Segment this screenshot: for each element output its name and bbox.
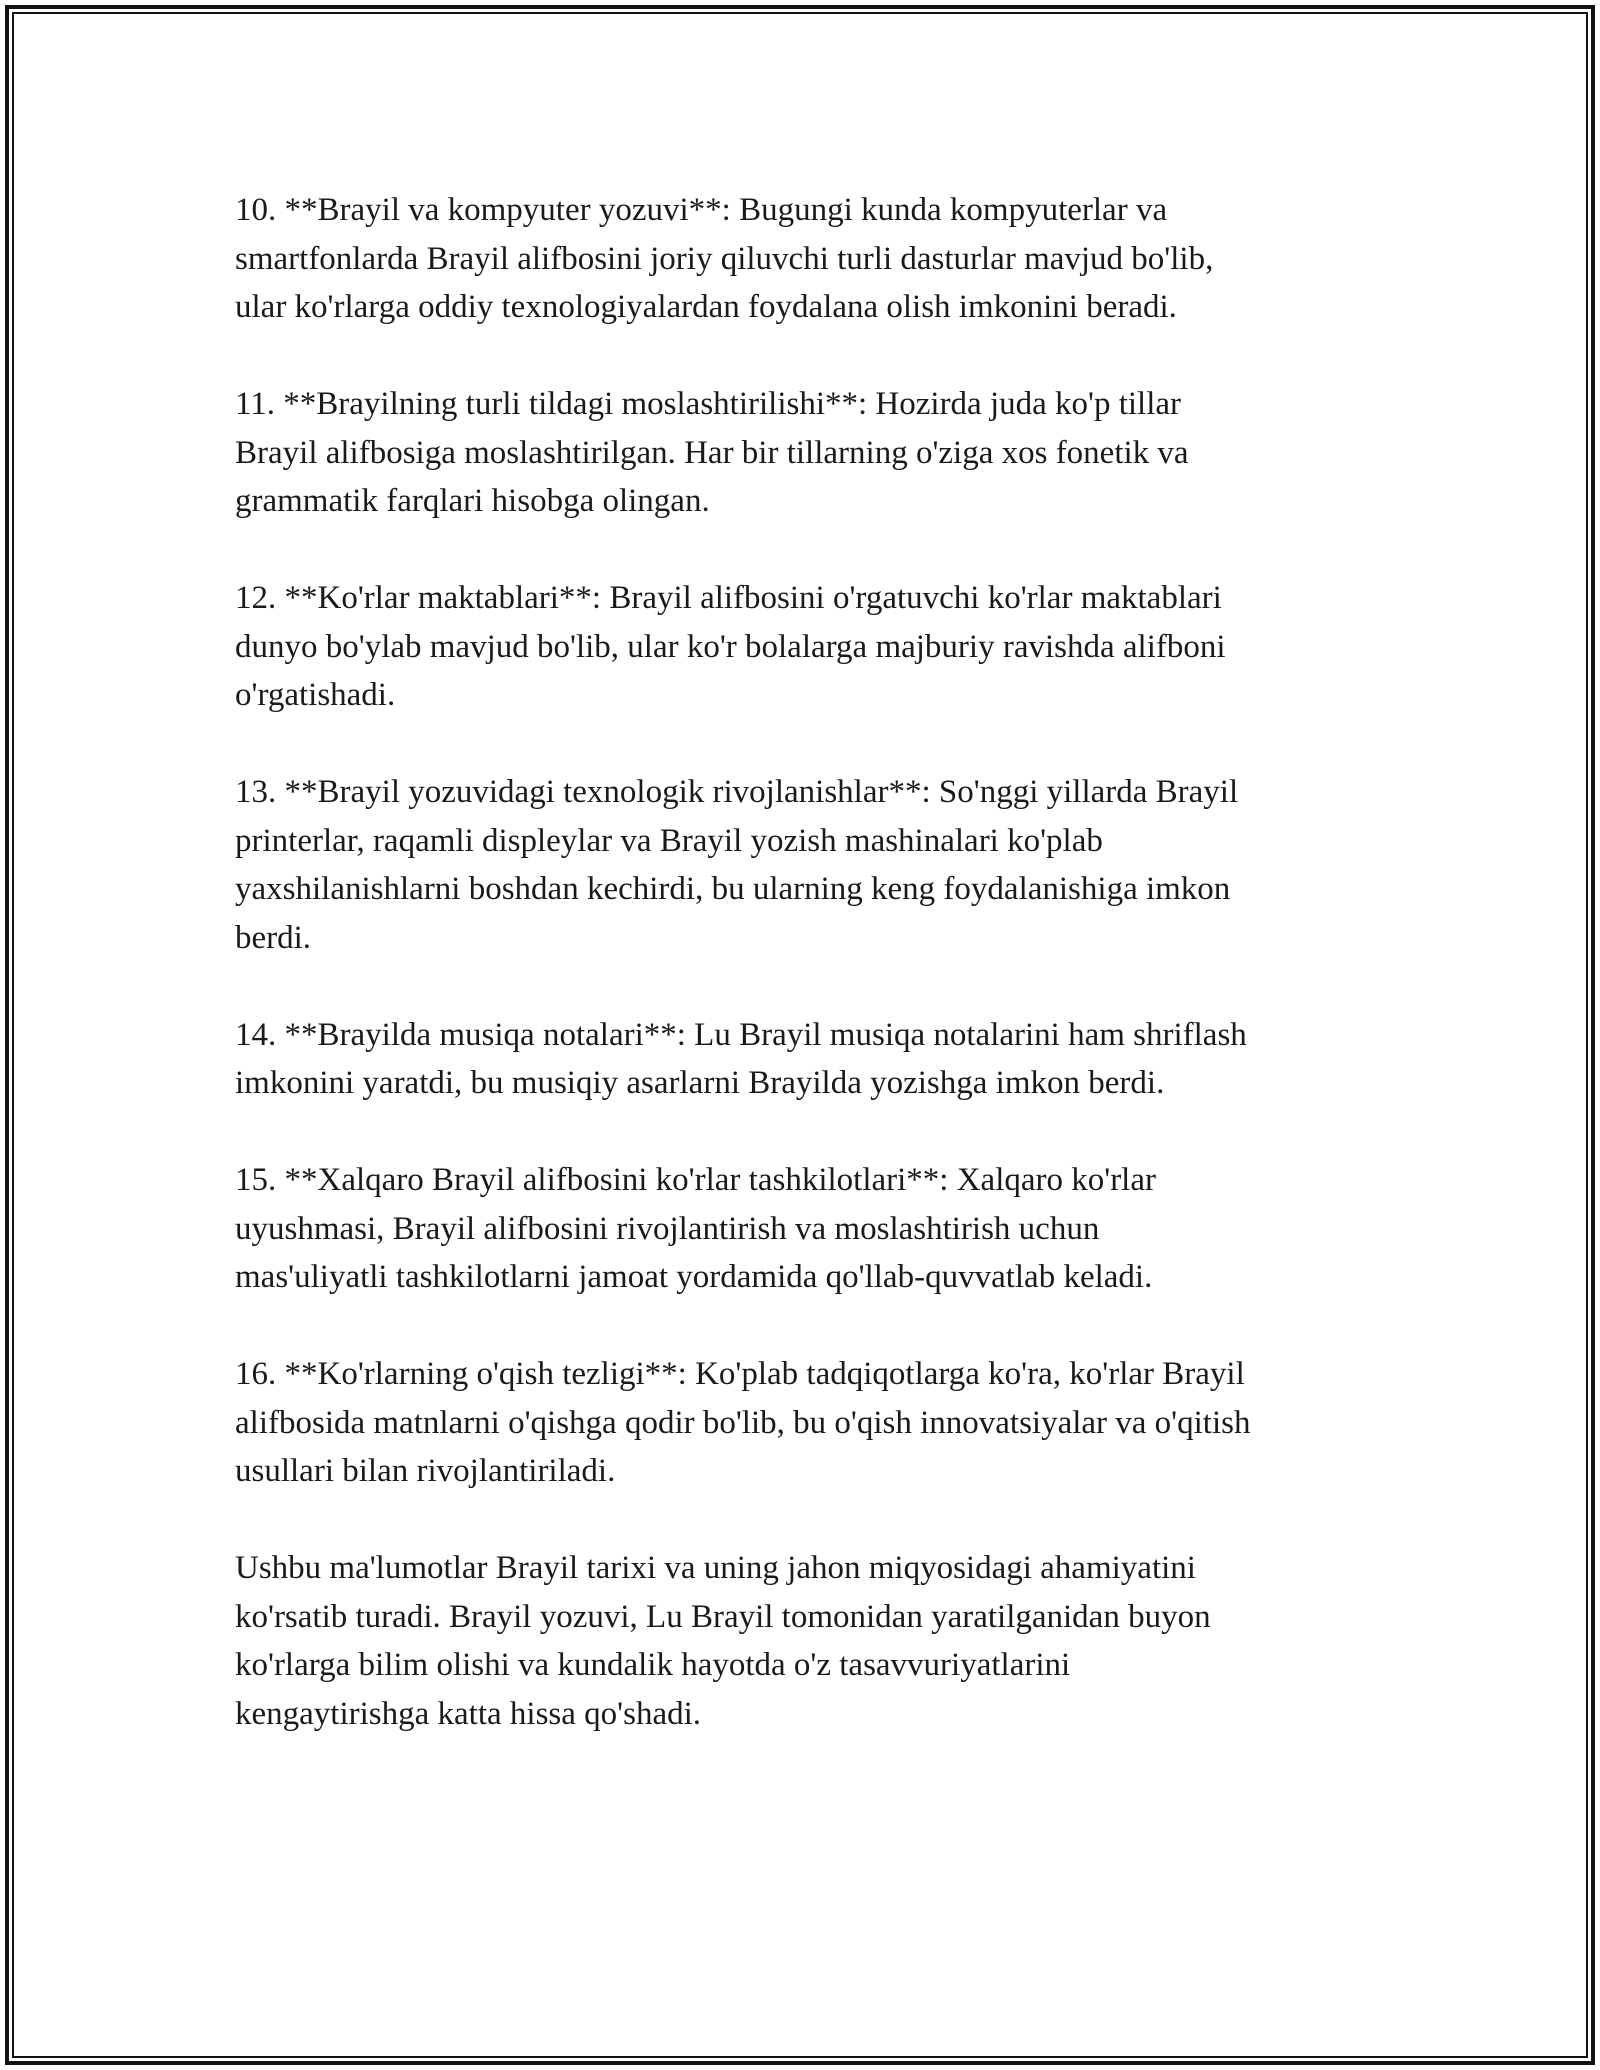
paragraph-item-14: 14. **Brayilda musiqa notalari**: Lu Brayil musiqa notalarini ham shriflash imkonini yaratdi, bu musiqiy asarlarni Brayilda yozishga imkon berdi. [235, 1016, 1247, 1101]
paragraph-item-16: 16. **Ko'rlarning o'qish tezligi**: Ko'plab tadqiqotlarga ko'ra, ko'rlar Brayil alifbosida matnlarni o'qishga qodir bo'lib, bu o'qish innovatsiyalar va o'qitish usullari bilan rivojlantiriladi. [235, 1356, 1251, 1489]
paragraph-item-12: 12. **Ko'rlar maktablari**: Brayil alifbosini o'rgatuvchi ko'rlar maktablari dunyo bo'ylab mavjud bo'lib, ular ko'r bolalarga majburiy ravishda alifboni o'rgatishadi. [235, 580, 1226, 713]
paragraph-item-13: 13. **Brayil yozuvidagi texnologik rivojlanishlar**: So'nggi yillarda Brayil printerlar, raqamli displeylar va Brayil yozish mashinalari ko'plab yaxshilanishlarni boshdan kechirdi, bu ularning keng foydalanishiga imkon berdi. [235, 774, 1239, 956]
conclusion-paragraph: Ushbu ma'lumotlar Brayil tarixi va uning jahon miqyosidagi ahamiyatini ko'rsatib turadi. Brayil yozuvi, Lu Brayil tomonidan yaratilganidan buyon ko'rlarga bilim olishi va kundalik hayotda o'z tasavvuriyatlarini kengaytirishga katta hissa qo'shadi. [235, 1550, 1211, 1732]
paragraph-item-15: 15. **Xalqaro Brayil alifbosini ko'rlar tashkilotlari**: Xalqaro ko'rlar uyushmasi, Brayil alifbosini rivojlantirish va moslashtirish uchun mas'uliyatli tashkilotlarni jamoat yordamida qo'llab-quvvatlab keladi. [235, 1162, 1156, 1295]
paragraph-item-10: 10. **Brayil va kompyuter yozuvi**: Bugungi kunda kompyuterlar va smartfonlarda Brayil alifbosini joriy qiluvchi turli dasturlar mavjud bo'lib, ular ko'rlarga oddiy texnologiyalardan foydalana olish imkonini beradi. [235, 192, 1214, 325]
paragraph-item-11: 11. **Brayilning turli tildagi moslashtirilishi**: Hozirda juda ko'p tillar Brayil alifbosiga moslashtirilgan. Har bir tillarning o'ziga xos fonetik va grammatik farqlari hisobga olingan. [235, 386, 1189, 519]
document-body [235, 186, 1385, 1787]
